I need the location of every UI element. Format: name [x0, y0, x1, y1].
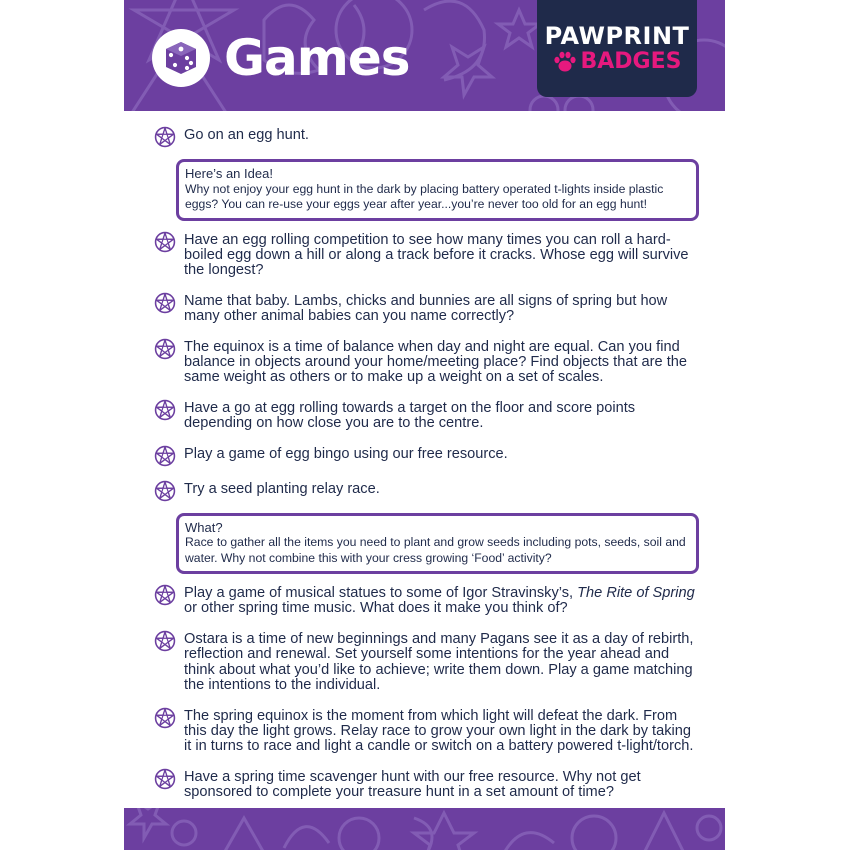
page-title: Games: [224, 29, 410, 87]
page-title-group: [152, 28, 410, 88]
idea-box-body: Race to gather all the items you need to plant and grow seeds including pots, seeds, soil and water. Why not combine this with your cress growing ‘Food’ activity?: [185, 535, 686, 565]
list-item: [154, 128, 699, 148]
pawprint-badges-logo: [537, 0, 697, 97]
music-title: The Rite of Spring: [577, 585, 695, 602]
list-item: [154, 340, 699, 386]
list-item-text: Play a game of egg bingo using our free resource.: [184, 445, 508, 462]
idea-box-heading: What?: [185, 519, 223, 535]
pentacle-icon: [154, 630, 176, 652]
pentacle-icon: [154, 768, 176, 790]
activity-list: [154, 128, 699, 816]
idea-box: [176, 513, 699, 575]
list-item-text: Have an egg rolling competition to see how many times you can roll a hard-boiled egg down a hill or along a track before it cracks. Whose egg will survive the longest?: [184, 231, 689, 279]
list-item: [154, 632, 699, 694]
pentacle-icon: [154, 231, 176, 253]
list-item: [154, 482, 699, 502]
list-item-text: Have a go at egg rolling towards a target on the floor and score points depending on how close you are to the centre.: [184, 399, 636, 432]
list-item-text-part: Play a game of musical statues to some of Igor Stravinsky’s,: [184, 585, 578, 602]
logo-text-top: PAWPRINT: [544, 22, 690, 50]
pentacle-icon: [154, 338, 176, 360]
list-item: [154, 586, 699, 617]
list-item-text: Name that baby. Lambs, chicks and bunnies are all signs of spring but how many other animal babies can you name correctly?: [184, 292, 668, 325]
list-item-text: The spring equinox is the moment from which light will defeat the dark. From this day the light grows. Relay race to grow your own light in the dark by taking it in turns to race and light a candle or switch on a battery powered t-light/torch.: [184, 707, 694, 755]
list-item: [154, 770, 699, 801]
pentacle-icon: [154, 480, 176, 502]
pentacle-icon: [154, 584, 176, 606]
pentacle-icon: [154, 126, 176, 148]
idea-box-heading: Here’s an Idea!: [185, 166, 273, 181]
logo-text-bottom-group: [553, 51, 682, 73]
list-item-text: [184, 586, 699, 617]
footer-background-pattern: [124, 808, 725, 850]
list-item: [154, 447, 699, 467]
list-item-text: Go on an egg hunt.: [184, 127, 309, 143]
list-item: [154, 709, 699, 755]
list-item-text-part: or other spring time music. What does it make you think of?: [184, 600, 568, 617]
list-item-text: Have a spring time scavenger hunt with our free resource. Why not get sponsored to complete your treasure hunt in a set amount of time?: [184, 768, 641, 801]
list-item: [154, 233, 699, 279]
list-item-text: The equinox is a time of balance when day and night are equal. Can you find balance in objects around your home/meeting place? Find objects that are the same weight as others or to make up a weight on a set of scales.: [184, 338, 687, 386]
idea-box: [176, 159, 699, 221]
pentacle-icon: [154, 707, 176, 729]
activity-page: [124, 0, 725, 850]
pentacle-icon: [154, 399, 176, 421]
pentacle-icon: [154, 445, 176, 467]
page-header: [124, 0, 725, 111]
list-item-text: Ostara is a time of new beginnings and many Pagans see it as a day of rebirth, reflection and renewal. Set yourself some intentions for the year ahead and think about what you’d like to achieve; write them down. Play a game matching the intentions to the individual.: [184, 630, 694, 694]
list-item: [154, 401, 699, 432]
paw-icon: [553, 51, 577, 73]
page-footer: [124, 808, 725, 850]
list-item-text: Try a seed planting relay race.: [184, 480, 380, 497]
idea-box-body: Why not enjoy your egg hunt in the dark by placing battery operated t-lights inside plastic eggs? You can re-use your eggs year after year...you’re never too old for an egg hunt!: [185, 181, 664, 211]
list-item: [154, 294, 699, 325]
pentacle-icon: [154, 292, 176, 314]
dice-icon: [152, 29, 210, 87]
logo-text-badges: BADGES: [580, 49, 682, 74]
